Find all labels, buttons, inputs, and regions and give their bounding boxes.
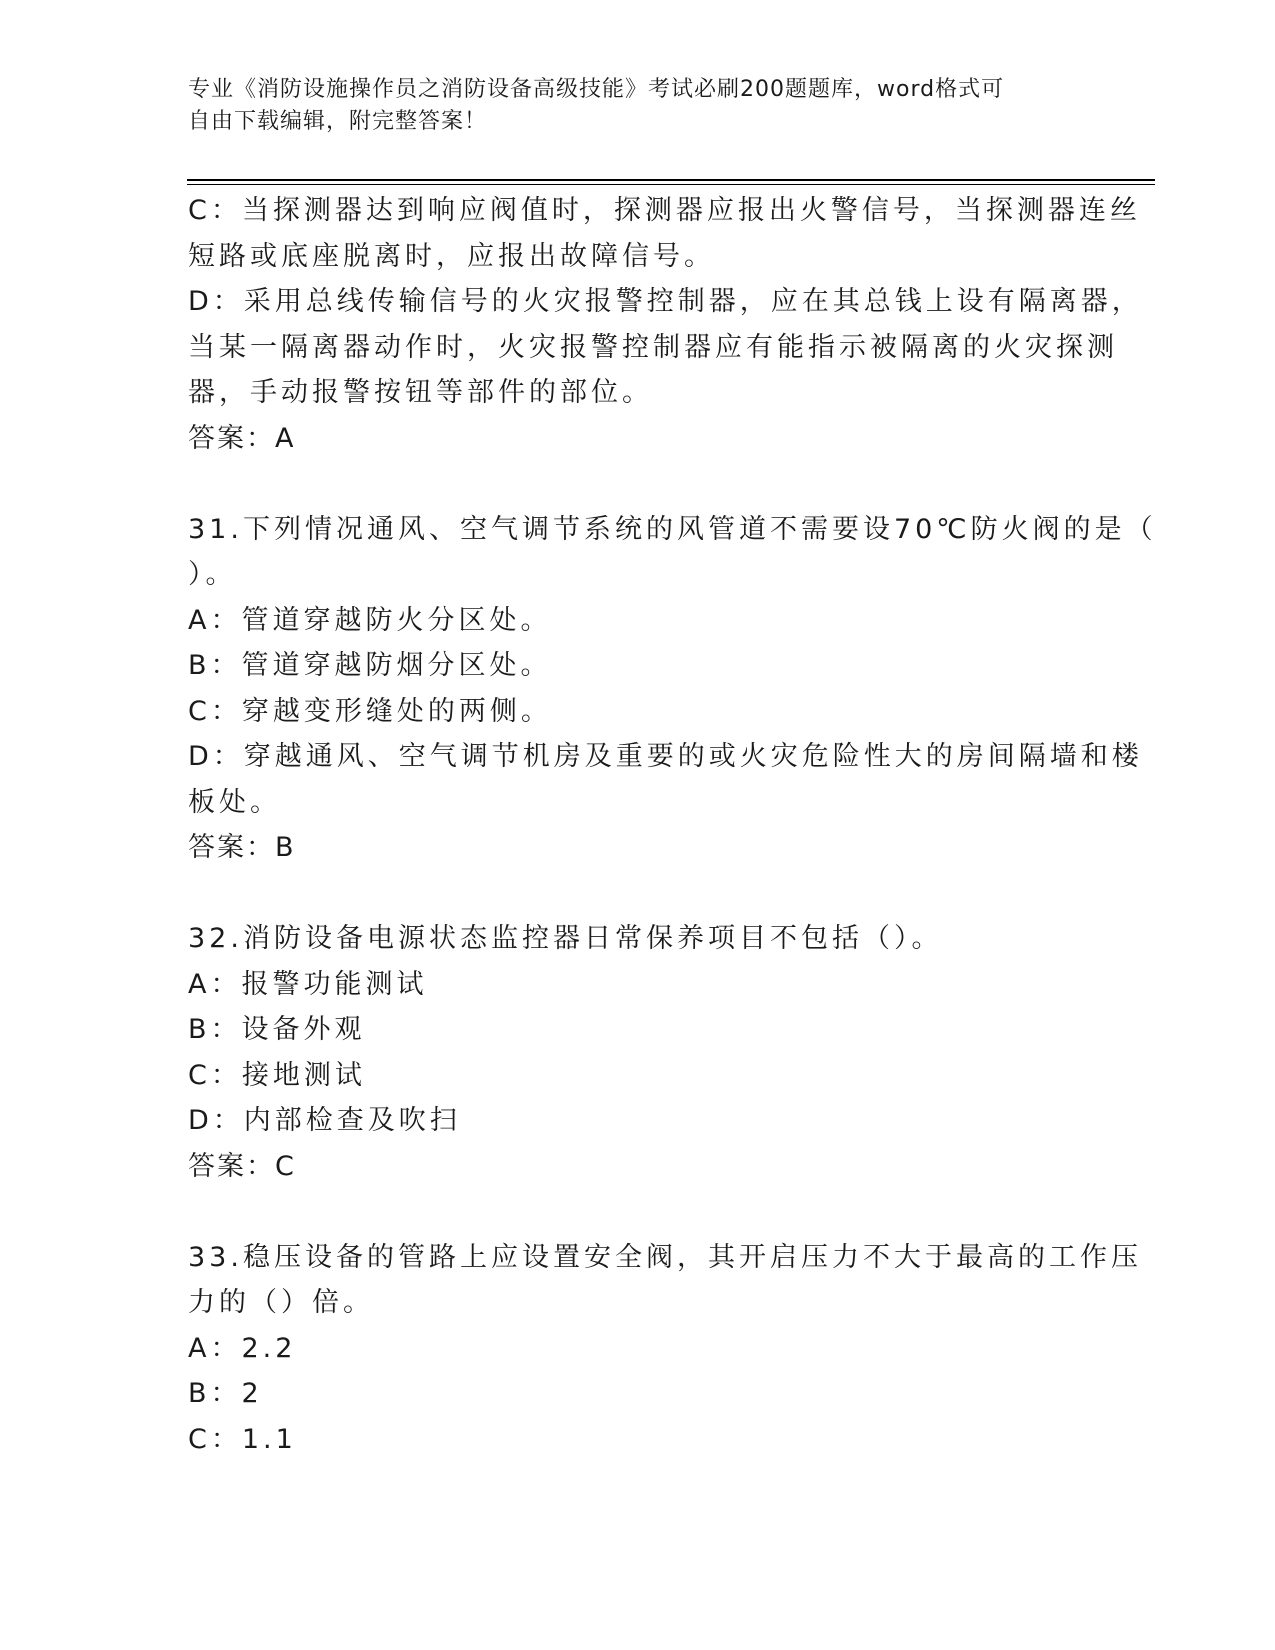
question-33-option-b: B：2 xyxy=(188,1378,263,1409)
option-d-line: 器，手动报警按钮等部件的部位。 xyxy=(188,377,653,408)
option-d-line: D：采用总线传输信号的火灾报警控制器，应在其总钱上设有隔离器， xyxy=(188,286,1143,317)
question-31-option-a: A：管道穿越防火分区处。 xyxy=(188,604,552,636)
option-c-line: 短路或底座脱离时，应报出故障信号。 xyxy=(188,240,715,272)
question-32-text: 32.消防设备电源状态监控器日常保养项目不包括（）。 xyxy=(188,923,943,954)
header-line-1: 专业《消防设施操作员之消防设备高级技能》考试必刷200题题库，word格式可 xyxy=(188,77,1005,102)
answer-line: 答案：A xyxy=(188,422,296,454)
question-31-text: ）。 xyxy=(188,559,237,590)
document-body xyxy=(188,188,1157,1462)
question-31-option-d: 板处。 xyxy=(188,786,281,818)
question-33-option-c: C：1.1 xyxy=(188,1423,297,1455)
document-header xyxy=(188,74,1088,138)
question-33-text: 33.稳压设备的管路上应设置安全阀，其开启压力不大于最高的工作压 xyxy=(188,1241,1142,1273)
question-31-text: 31.下列情况通风、空气调节系统的风管道不需要设70℃防火阀的是（ xyxy=(188,513,1157,545)
question-32-answer: 答案：C xyxy=(188,1150,296,1182)
question-32-option-b: B：设备外观 xyxy=(188,1014,366,1045)
option-c-line: C：当探测器达到响应阀值时，探测器应报出火警信号，当探测器连丝 xyxy=(188,195,1141,226)
question-33-text: 力的（）倍。 xyxy=(188,1287,374,1318)
question-32-option-c: C：接地测试 xyxy=(188,1059,366,1091)
header-line-2: 自由下载编辑，附完整答案！ xyxy=(188,109,488,134)
header-divider-thick xyxy=(187,179,1155,181)
question-32-option-d: D：内部检查及吹扫 xyxy=(188,1105,461,1136)
question-33-option-a: A：2.2 xyxy=(188,1332,297,1364)
question-31-option-b: B：管道穿越防烟分区处。 xyxy=(188,650,552,681)
header-divider-thin xyxy=(187,184,1155,185)
question-31-answer: 答案：B xyxy=(188,832,296,863)
question-32-option-a: A：报警功能测试 xyxy=(188,968,428,1000)
option-d-line: 当某一隔离器动作时，火灾报警控制器应有能指示被隔离的火灾探测 xyxy=(188,331,1118,363)
question-31-option-c: C：穿越变形缝处的两侧。 xyxy=(188,695,552,727)
question-31-option-d: D：穿越通风、空气调节机房及重要的或火灾危险性大的房间隔墙和楼 xyxy=(188,741,1143,772)
